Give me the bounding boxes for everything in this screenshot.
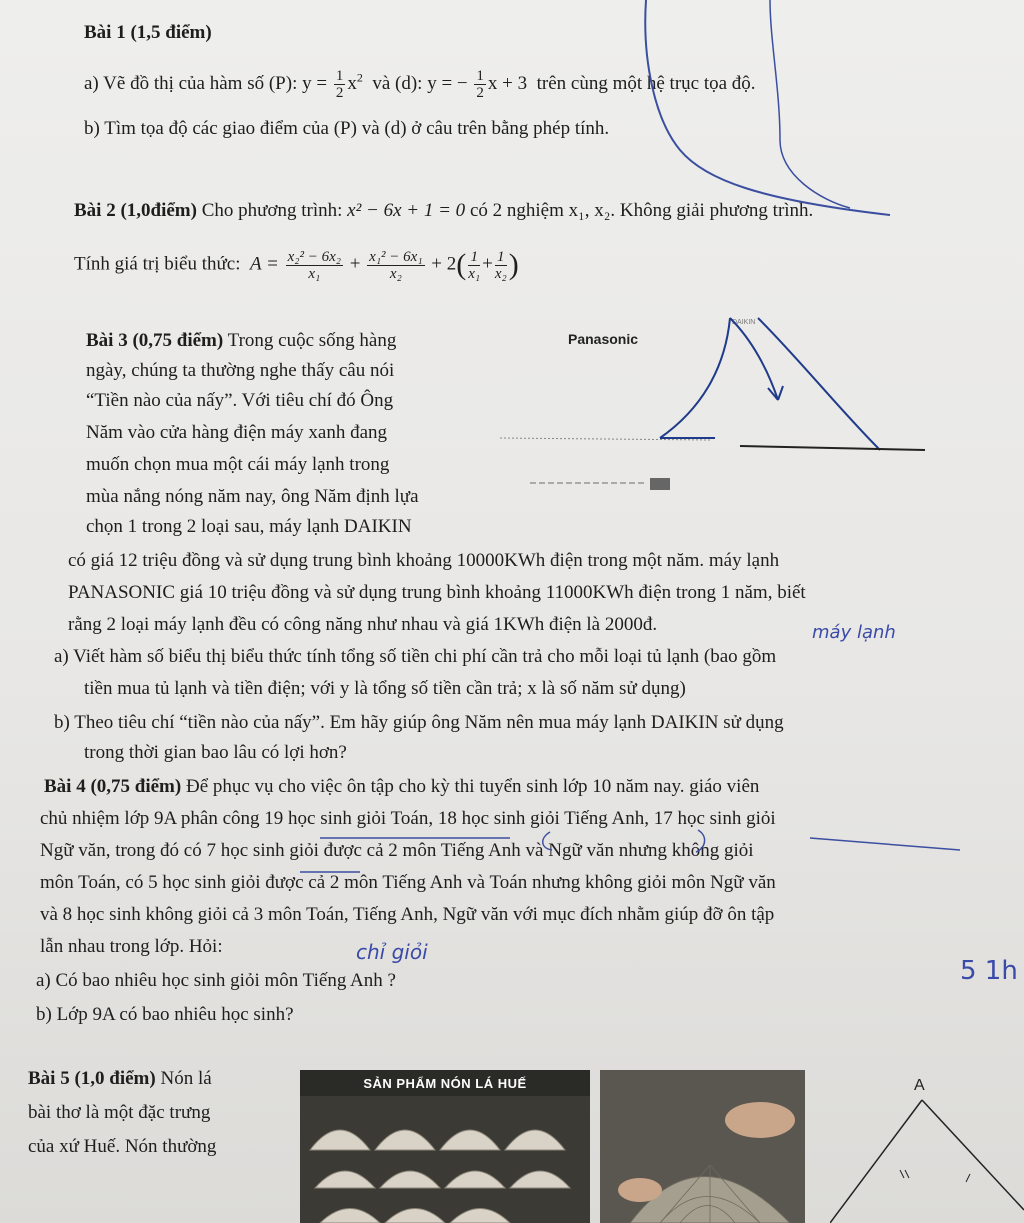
bai3-line6: mùa nắng nóng năm nay, ông Năm định lựa [86, 486, 419, 507]
fraction-4: $\frac{1}{\text{x₂}}$ [494, 248, 507, 282]
bai3-line10: rằng 2 loại máy lạnh đều có công năng như nhau và giá 1KWh điện là 2000đ. [68, 614, 658, 635]
bai3-line2: ngày, chúng ta thường nghe thấy câu nói [86, 360, 395, 381]
cone-triangle-diagram [830, 1070, 1024, 1223]
bai5-line2: bài thơ là một đặc trưng [28, 1102, 211, 1123]
bai2-line2: Tính giá trị biểu thức: A = $\frac{\text{x₂² − 6x₂}}{\text{x₁}}$ + $\frac{\text{x₁² − 6x₁}}{\text{x₂}}$ + 2( $\frac{1}{\text{x₁}}$ + $\frac{1}{\text{x₂}}$ ) [74, 248, 519, 282]
bai3-line4: Năm vào cửa hàng điện máy xanh đang [86, 422, 388, 443]
photo-banner-title: SẢN PHẨM NÓN LÁ HUẾ [363, 1076, 527, 1091]
bai4-part-b: b) Lớp 9A có bao nhiêu học sinh? [36, 1004, 294, 1025]
fraction-3: $\frac{1}{\text{x₁}}$ [468, 248, 481, 282]
bai3-line7: chọn 1 trong 2 loại sau, máy lạnh DAIKIN [86, 516, 412, 537]
bai4-line1: Bài 4 (0,75 điểm) Để phục vụ cho việc ôn tập cho kỳ thi tuyển sinh lớp 10 năm nay. giáo viên [44, 776, 760, 797]
hand-drawn-curves [620, 0, 920, 230]
bai3-part-a-1: a) Viết hàm số biểu thị biểu thức tính tổng số tiền chi phí cần trả cho mỗi loại tủ lạnh (bao gồm [54, 646, 777, 667]
bai3-line8: có giá 12 triệu đồng và sử dụng trung bình khoảng 10000KWh điện trong một năm. máy lạnh [68, 550, 780, 571]
bai3-line9: PANASONIC giá 10 triệu đồng và sử dụng trung bình khoảng 11000KWh điện trong 1 năm, biết [68, 582, 806, 603]
ac-graph-illustration [500, 300, 960, 530]
bai3-part-b-1: b) Theo tiêu chí “tiền nào của nấy”. Em hãy giúp ông Năm nên mua máy lạnh DAIKIN sử dụng [54, 712, 784, 733]
bai5-line1: Bài 5 (1,0 điểm) Nón lá [28, 1068, 212, 1089]
bai4-line5: và 8 học sinh không giỏi cả 3 môn Toán, Tiếng Anh, Ngữ văn với mục đích nhằm giúp đỡ ôn tập [40, 904, 775, 925]
bai3-line3: “Tiền nào của nấy”. Với tiêu chí đó Ông [86, 390, 394, 411]
bai5-line3: của xứ Huế. Nón thường [28, 1136, 217, 1157]
bai4-line3: Ngữ văn, trong đó có 7 học sinh giỏi được cả 2 môn Tiếng Anh và Ngữ văn nhưng không giỏi [40, 840, 754, 861]
bai3-part-a-2: tiền mua tủ lạnh và tiền điện; với y là tổng số tiền cần trả; x là số năm sử dụng) [84, 678, 686, 699]
fraction-1: $\frac{\text{x₂² − 6x₂}}{\text{x₁}}$ [287, 248, 341, 282]
handwritten-underlines [300, 820, 980, 930]
panasonic-label: Panasonic [568, 331, 639, 347]
fraction-half-2: $\frac{1}{2}$ [476, 68, 484, 101]
bai1-part-b: b) Tìm tọa độ các giao điểm của (P) và (d) ở câu trên bằng phép tính. [84, 118, 610, 139]
hat-weaving-drawing [600, 1070, 805, 1223]
hat-weaving-photo [600, 1070, 805, 1223]
hand-shape [725, 1102, 795, 1138]
bai3-part-b-2: trong thời gian bao lâu có lợi hơn? [84, 742, 347, 763]
bai2-line1: Bài 2 (1,0điểm) Cho phương trình: x² − 6x + 1 = 0 có 2 nghiệm x₁, x₂. Không giải phương trình. [74, 200, 814, 221]
bai4-line4: môn Toán, có 5 học sinh giỏi được cả 2 môn Tiếng Anh và Toán nhưng không giỏi môn Ngữ văn [40, 872, 776, 893]
conical-hats-drawing [300, 1070, 590, 1223]
non-la-products-photo [300, 1070, 590, 1223]
bai4-line2: chủ nhiệm lớp 9A phân công 19 học sinh giỏi Toán, 18 học sinh giỏi Tiếng Anh, 17 học sinh giỏi [40, 808, 776, 829]
bai1-part-a: a) Vẽ đồ thị của hàm số (P): y = $\frac{1}{2}$ $x^2$ và (d): y = − $\frac{1}{2}$ x + 3 trên cùng một hệ trục tọa độ. [84, 68, 756, 101]
handwritten-note-answer: 5 1h [960, 956, 1018, 986]
handwritten-note-chigioi: chỉ giỏi [356, 940, 428, 964]
bai3-line5: muốn chọn mua một cái máy lạnh trong [86, 454, 390, 475]
bai4-line6: lẫn nhau trong lớp. Hỏi: [40, 936, 223, 957]
bai3-line1: Bài 3 (0,75 điểm) Trong cuộc sống hàng [86, 330, 397, 351]
bai4-part-a: a) Có bao nhiêu học sinh giỏi môn Tiếng Anh ? [36, 970, 396, 991]
bai1-title: Bài 1 (1,5 điểm) [84, 22, 212, 43]
fraction-half: $\frac{1}{2}$ [335, 68, 344, 101]
vertex-label-a: A [914, 1077, 925, 1094]
daikin-label: DAIKIN [732, 319, 756, 326]
fraction-2: $\frac{\text{x₁² − 6x₁}}{\text{x₂}}$ [369, 248, 423, 282]
handwritten-note-maylanh: máy lạnh [812, 622, 896, 643]
